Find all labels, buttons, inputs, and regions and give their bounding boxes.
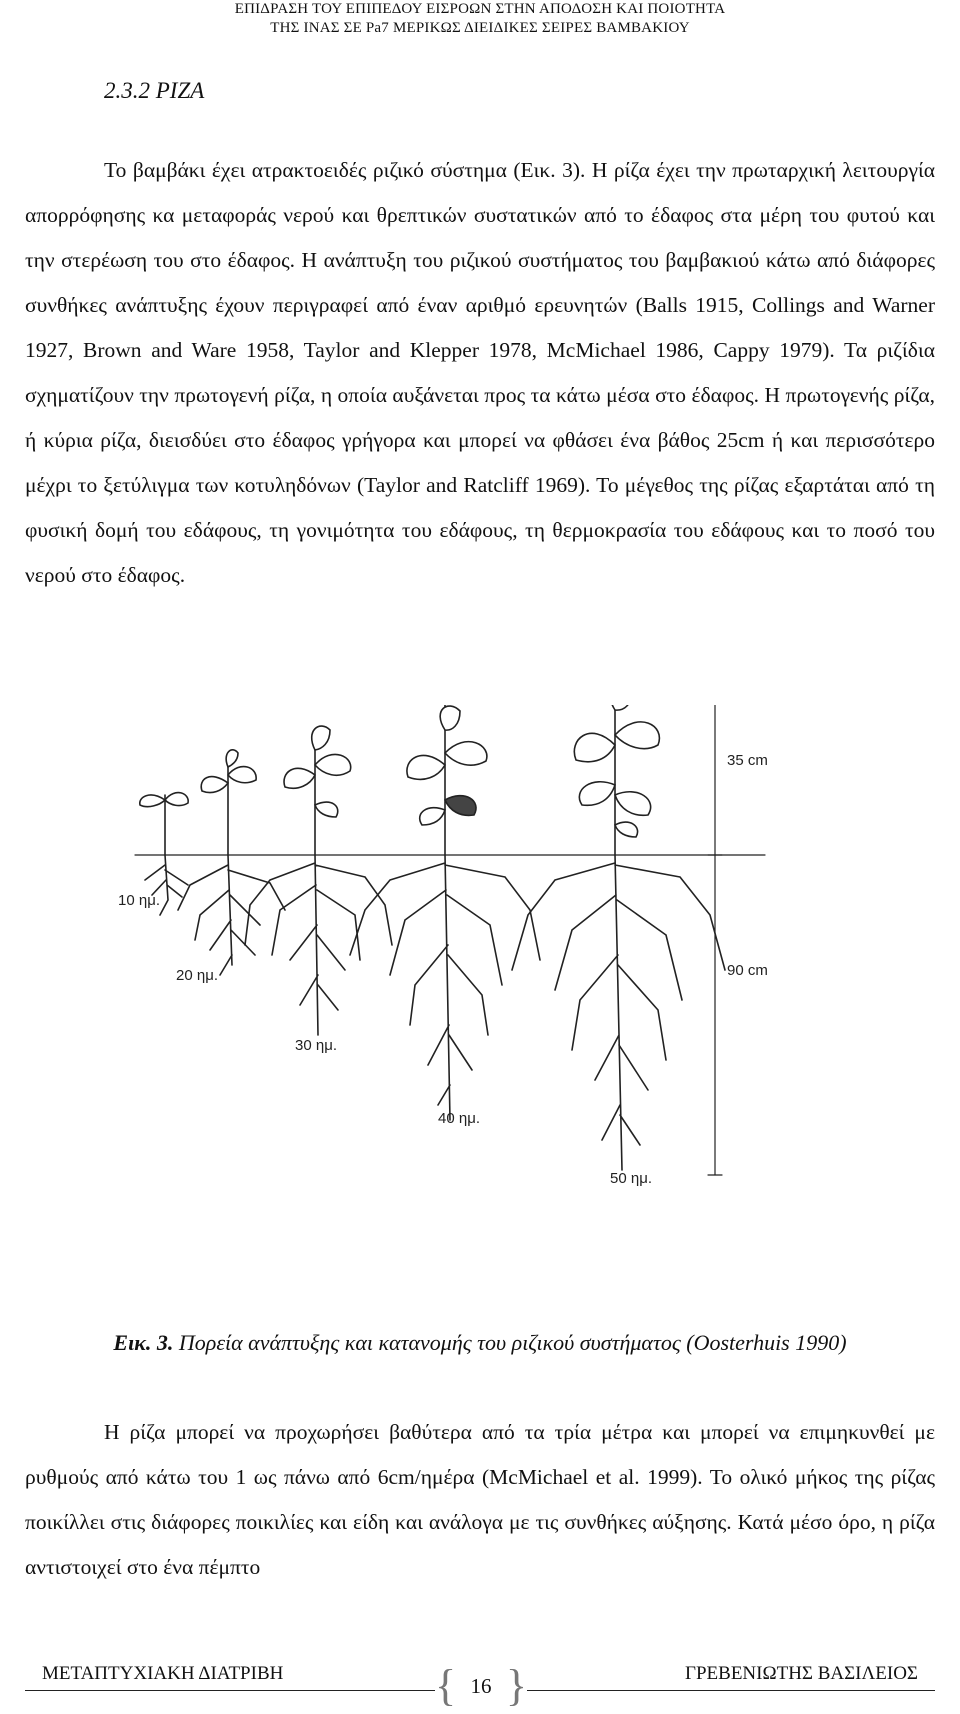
plant-30-days xyxy=(245,726,392,1035)
label-40-days: 40 ημ. xyxy=(438,1110,481,1127)
right-brace-icon: } xyxy=(505,1661,527,1710)
paragraph-1 xyxy=(25,148,935,598)
header-line-1: ΕΠΙΔΡΑΣΗ ΤΟΥ ΕΠΙΠΕΔΟΥ ΕΙΣΡΟΩΝ ΣΤΗΝ ΑΠΟΔΟΣΗ ΚΑΙ ΠΟΙΟΤΗΤΑ xyxy=(234,1,726,17)
caption-label: Εικ. 3. xyxy=(113,1330,174,1355)
plant-20-days xyxy=(178,750,285,975)
footer-thesis-label: ΜΕΤΑΠΤΥΧΙΑΚΗ ΔΙΑΤΡΙΒΗ xyxy=(42,1663,284,1684)
section-title: 2.3.2 ΡΙΖΑ xyxy=(104,78,205,103)
label-30-days: 30 ημ. xyxy=(295,1037,338,1054)
paragraph-1-text: Το βαμβάκι έχει ατρακτοειδές ριζικό σύστημα (Εικ. 3). Η ρίζα έχει την πρωταρχική λειτουργία απορρόφησης κα μεταφοράς νερού και θρεπτικών συστατικών από το έδαφος στα μέρη του φυτού και την στερέωση του στο έδαφος. Η ανάπτυξη του ριζικού συστήματος του βαμβακιού κάτω από διάφορες συνθήκες ανάπτυξης έχουν περιγραφεί από έναν αριθμό ερευνητών (Balls 1915, Collings and Warner 1927, Brown and Ware 1958, Taylor and Klepper 1978, McMichael 1986, Cappy 1979). Τα ριζίδια σχηματίζουν την πρωτογενή ρίζα, η οποία αυξάνεται προς τα κάτω μέσα στο έδαφος. Η πρωτογενής ρίζα, ή κύρια ρίζα, διεισδύει στο έδαφος γρήγορα και μπορεί να φθάσει ένα βάθος 25cm ή και περισσότερο μέχρι το ξετύλιγμα των κοτυληδόνων (Taylor and Ratcliff 1969). Το μέγεθος της ρίζας εξαρτάται από τη φυσική δομή του εδάφους, τη γονιμότητα του εδάφους, τη θερμοκρασία του εδάφους και το ποσό του νερού στο έδαφος. xyxy=(25,158,935,587)
root-development-figure xyxy=(110,705,870,1305)
label-35cm: 35 cm xyxy=(727,752,768,769)
plant-50-days xyxy=(512,705,725,1170)
page-number-box xyxy=(435,1662,527,1710)
label-20-days: 20 ημ. xyxy=(176,967,219,984)
figure-caption xyxy=(0,1330,960,1356)
plant-40-days xyxy=(350,705,540,1120)
caption-text: Πορεία ανάπτυξης και κατανομής του ριζικού συστήματος (Oosterhuis 1990) xyxy=(178,1330,847,1355)
label-90cm: 90 cm xyxy=(727,962,768,979)
header-line-2: ΤΗΣ ΙΝΑΣ ΣΕ Pa7 ΜΕΡΙΚΩΣ ΔΙΕΙΔΙΚΕΣ ΣΕΙΡΕΣ ΒΑΜΒΑΚΙΟΥ xyxy=(270,20,690,36)
paragraph-2-text: Η ρίζα μπορεί να προχωρήσει βαθύτερα από τα τρία μέτρα και μπορεί να επιμηκυνθεί με ρυθμούς από κάτω του 1 ως πάνω από 6cm/ημέρα (McMichael et al. 1999). Το ολικό μήκος της ρίζας ποικίλλει στις διάφορες ποικιλίες και είδη και ανάλογα με τις συνθήκες αύξησης. Κατά μέσο όρο, η ρίζα αντιστοιχεί στο ένα πέμπτο xyxy=(25,1420,935,1579)
page-number: 16 xyxy=(470,1674,492,1698)
height-scale xyxy=(708,705,722,1175)
left-brace-icon: { xyxy=(435,1661,457,1710)
label-10-days: 10 ημ. xyxy=(118,892,161,909)
label-50-days: 50 ημ. xyxy=(610,1170,653,1187)
root-drawing xyxy=(110,705,870,1305)
paragraph-2 xyxy=(25,1410,935,1590)
footer-author: ΓΡΕΒΕΝΙΩΤΗΣ ΒΑΣΙΛΕΙΟΣ xyxy=(684,1663,918,1684)
page-header xyxy=(0,0,960,38)
